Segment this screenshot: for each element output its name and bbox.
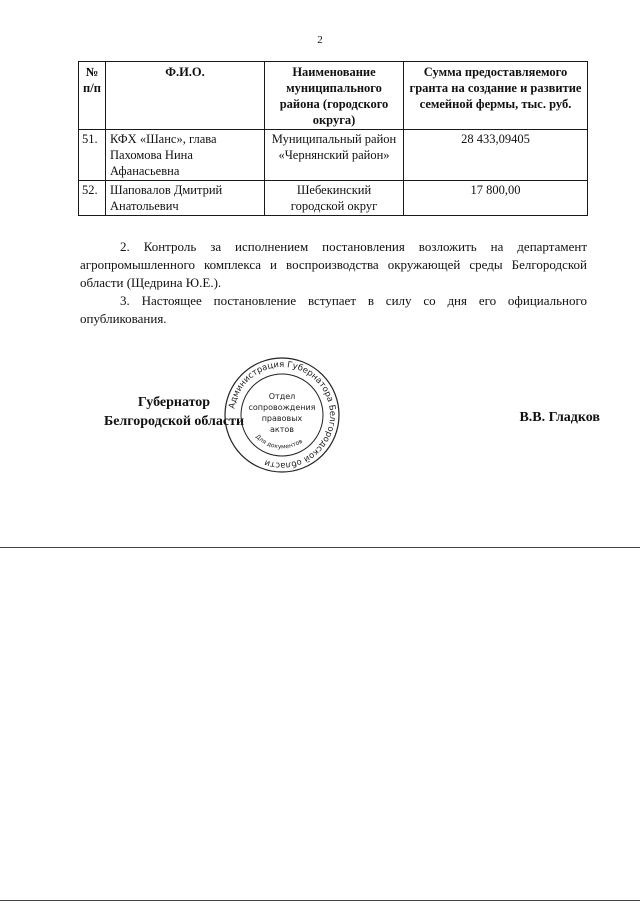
table-row	[79, 130, 588, 181]
header-amount: Сумма предоставляемого гранта на создание и развитие семейной фермы, тыс. руб.	[404, 62, 588, 130]
signature-title-line2: Белгородской области	[103, 414, 245, 429]
row-num: 52.	[79, 181, 106, 216]
row-num: 51.	[79, 130, 106, 181]
paragraph-control: 2. Контроль за исполнением постановления возложить на департамент агропромышленного комплекса и воспроизводства окружающей среды Белгородской области (Щедрина Ю.Е.).	[80, 239, 587, 290]
header-name: Ф.И.О.	[106, 62, 265, 130]
row-name: Шаповалов Дмитрий Анатольевич	[106, 181, 265, 216]
paragraph-effect: 3. Настоящее постановление вступает в силу со дня его официального опубликования.	[80, 293, 587, 326]
row-name: КФХ «Шанс», глава Пахомова Нина Афанасьевна	[106, 130, 265, 181]
stamp-center-line3: правовых	[261, 414, 303, 423]
row-amount: 28 433,09405	[404, 130, 588, 181]
signature-name: В.В. Гладков	[519, 410, 600, 425]
page-number: 2	[317, 34, 323, 46]
table-row	[79, 181, 588, 216]
row-amount: 17 800,00	[404, 181, 588, 216]
row-district: Шебекинский городской округ	[265, 181, 404, 216]
official-stamp	[222, 355, 342, 475]
stamp-center-line1: Отдел	[268, 392, 296, 401]
signature-title-line1: Губернатор	[137, 395, 211, 410]
page-divider	[0, 547, 640, 548]
header-district: Наименование муниципального района (городского округа)	[265, 62, 404, 130]
header-row	[79, 62, 588, 130]
header-num: № п/п	[79, 62, 106, 130]
stamp-ring-text: Администрация Губернатора Белгородской области	[227, 359, 338, 471]
grant-table	[78, 61, 588, 216]
row-district: Муниципальный район «Чернянский район»	[265, 130, 404, 181]
stamp-center-line2: сопровождения	[248, 403, 316, 412]
grant-table-body	[79, 130, 588, 216]
stamp-center-line4: актов	[269, 425, 295, 434]
page-bottom-divider	[0, 900, 640, 901]
stamp-bottom-text: Для документов	[253, 433, 304, 451]
grant-table-header	[79, 62, 588, 130]
